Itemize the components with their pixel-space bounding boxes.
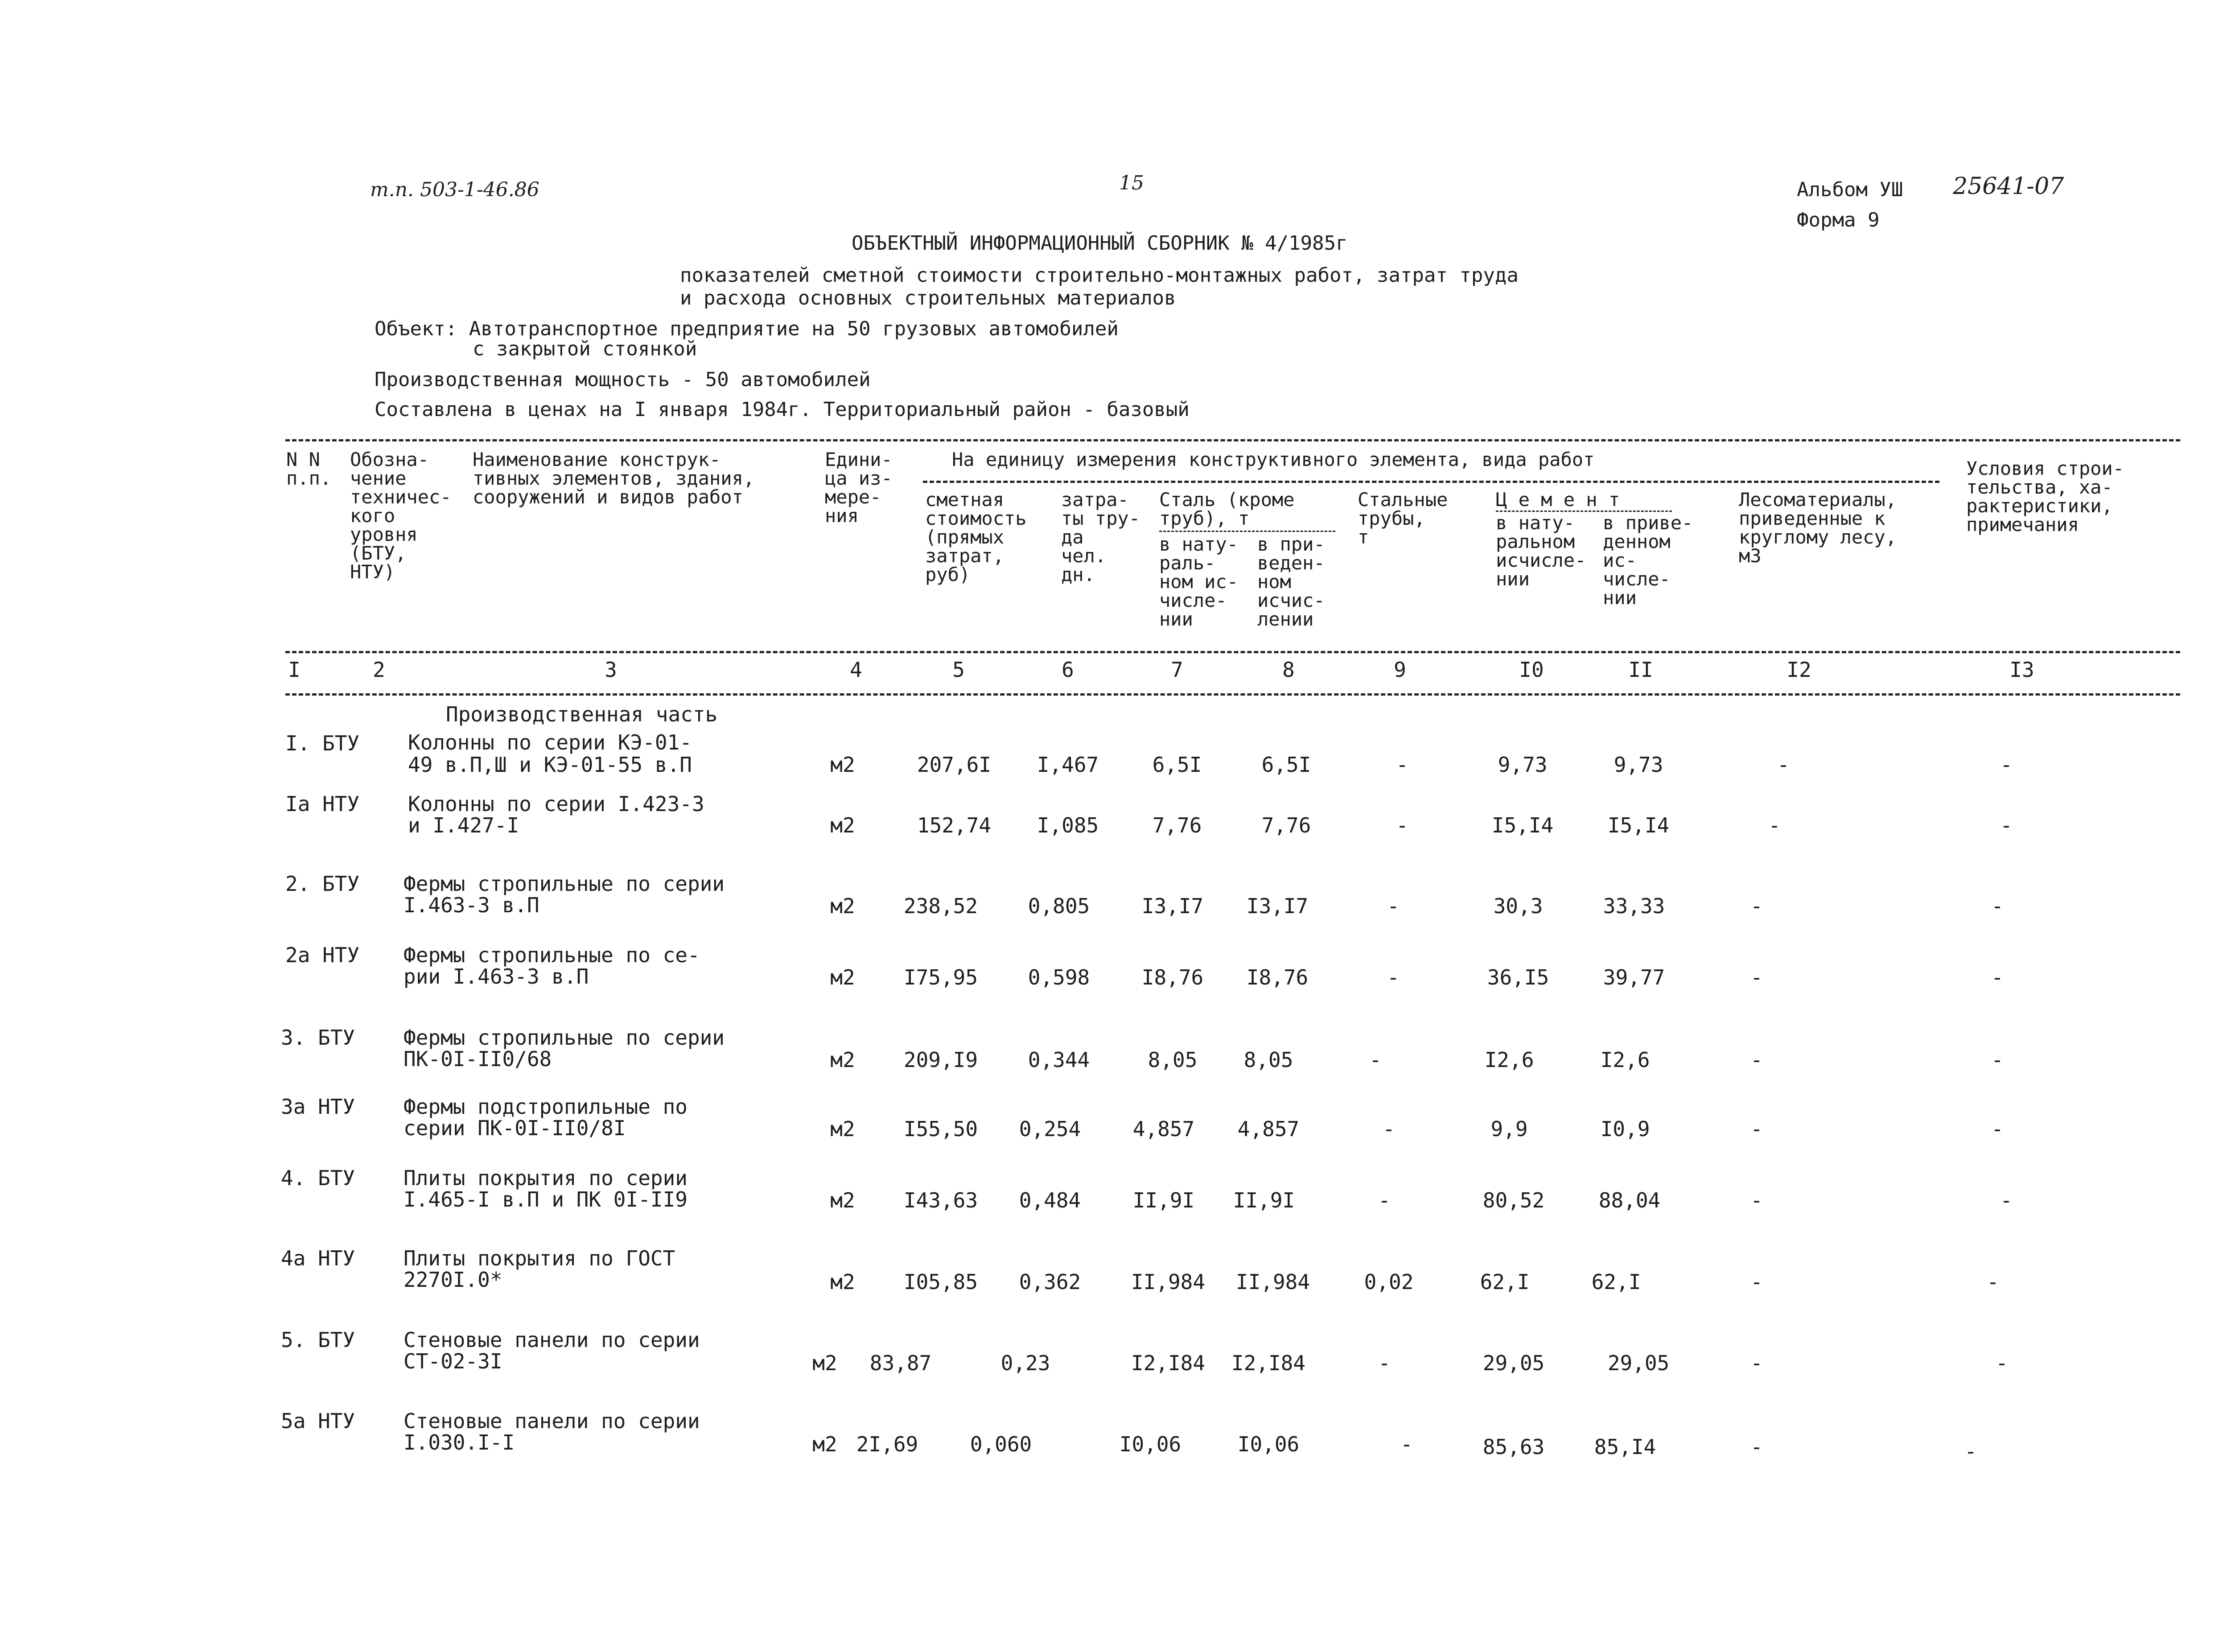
column-number: 4 [850, 658, 862, 682]
row-cement-natural: 62,I [1480, 1270, 1530, 1294]
row-code: 2а НТУ [285, 943, 360, 967]
capacity-line: Производственная мощность - 50 автомобилей [375, 368, 871, 391]
row-unit: м2 [830, 1117, 855, 1141]
row-name-line-1: Стеновые панели по серии [403, 1328, 700, 1352]
row-cement-reduced: 9,73 [1614, 753, 1663, 777]
header-cement-natural: в нату- ральном исчисле- нии [1496, 512, 1586, 590]
object-line-1: Объект: Автотранспортное предприятие на 50 грузовых автомобилей [375, 317, 1119, 340]
row-name-line-1: Колонны по серии КЭ-01- [408, 730, 692, 754]
row-unit: м2 [830, 753, 855, 777]
subtitle-line-2: и расхода основных строительных материалов [680, 287, 1176, 309]
column-number: 9 [1394, 658, 1406, 682]
subtitle-line-1: показателей сметной стоимости строительно-монтажных работ, затрат труда [680, 264, 1519, 287]
row-cost: I43,63 [903, 1188, 978, 1212]
header-notes: Условия строи- тельства, ха- рактеристики, примечания [1966, 457, 2124, 536]
row-notes: - [2000, 1188, 2013, 1212]
row-notes: - [1991, 894, 2004, 918]
row-name-line-1: Фермы стропильные по серии [403, 872, 725, 896]
row-code: 5. БТУ [281, 1328, 355, 1352]
row-name-line-2: 49 в.П,Ш и КЭ-01-55 в.П [408, 753, 692, 777]
column-number: I [288, 658, 301, 682]
row-labor: 0,060 [970, 1432, 1032, 1456]
row-unit: м2 [830, 1188, 855, 1212]
column-number: 8 [1282, 658, 1295, 682]
header-steel-rule [1159, 531, 1335, 532]
row-code: 5а НТУ [281, 1409, 355, 1433]
row-steel-natural: 8,05 [1148, 1048, 1198, 1072]
row-cement-natural: 85,63 [1482, 1435, 1545, 1459]
header-element-name: Наименование конструк- тивных элементов, здания, сооружений и видов работ [473, 449, 755, 508]
row-cement-natural: 9,9 [1490, 1117, 1528, 1141]
row-steel-natural: I2,I84 [1131, 1351, 1206, 1375]
row-cost: I05,85 [903, 1270, 978, 1294]
row-name-line-2: ПК-0I-II0/68 [403, 1047, 552, 1071]
row-cement-reduced: I0,9 [1600, 1117, 1650, 1141]
row-name-line-2: I.463-3 в.П [403, 893, 539, 917]
column-number: 7 [1171, 658, 1183, 682]
column-number: 2 [373, 658, 385, 682]
header-steel-natural: в нату- раль- ном ис- числе- нии [1159, 533, 1239, 630]
row-cement-reduced: 29,05 [1607, 1351, 1670, 1375]
row-steel-reduced: 4,857 [1237, 1117, 1300, 1141]
row-notes: - [1991, 1117, 2004, 1141]
row-cement-natural: 80,52 [1482, 1188, 1545, 1212]
row-labor: 0,362 [1019, 1270, 1081, 1294]
header-cement-reduced: в приве- денном ис- числе- нии [1603, 512, 1693, 609]
row-labor: 0,598 [1028, 965, 1090, 989]
row-unit: м2 [830, 813, 855, 837]
row-cement-natural: 29,05 [1482, 1351, 1545, 1375]
row-timber: - [1777, 753, 1790, 777]
row-unit: м2 [830, 1270, 855, 1294]
header-group-per-unit: На единицу измерения конструктивного элемента, вида работ [952, 449, 1595, 470]
row-name-line-1: Плиты покрытия по серии [403, 1166, 688, 1190]
row-cement-reduced: I5,I4 [1607, 813, 1670, 837]
row-name-line-2: серии ПК-0I-II0/8I [403, 1116, 626, 1140]
row-name-line-2: I.030.I-I [403, 1430, 515, 1454]
row-cement-reduced: I2,6 [1600, 1048, 1650, 1072]
row-cement-reduced: 39,77 [1603, 965, 1665, 989]
row-steel-reduced: 8,05 [1243, 1048, 1293, 1072]
header-cement: Ц е м е н т [1496, 489, 1620, 511]
row-cement-reduced: 33,33 [1603, 894, 1665, 918]
row-name-line-2: СТ-02-3I [403, 1349, 502, 1373]
row-name-line-1: Фермы подстропильные по [403, 1095, 688, 1119]
row-notes: - [2000, 753, 2013, 777]
row-steel-natural: 4,857 [1132, 1117, 1195, 1141]
row-unit: м2 [812, 1351, 837, 1375]
row-steel-pipes: - [1400, 1432, 1413, 1456]
header-row-number: N N п.п. [286, 449, 332, 489]
row-steel-pipes: - [1378, 1351, 1391, 1375]
row-name-line-2: I.465-I в.П и ПК 0I-II9 [403, 1187, 688, 1211]
row-code: I. БТУ [285, 731, 360, 755]
row-notes: - [1991, 1048, 2004, 1072]
row-steel-pipes: - [1383, 1117, 1395, 1141]
row-steel-pipes: - [1396, 813, 1408, 837]
row-unit: м2 [812, 1432, 837, 1456]
row-cement-natural: I5,I4 [1491, 813, 1554, 837]
column-number: I0 [1519, 658, 1544, 682]
row-cost: I55,50 [903, 1117, 978, 1141]
row-steel-reduced: II,9I [1233, 1188, 1295, 1212]
row-steel-pipes: - [1387, 894, 1400, 918]
section-title: Производственная часть [446, 702, 718, 726]
row-cement-natural: I2,6 [1484, 1048, 1534, 1072]
row-labor: 0,805 [1028, 894, 1090, 918]
row-cost: 2I,69 [856, 1432, 918, 1456]
row-name-line-1: Фермы стропильные по серии [403, 1026, 725, 1050]
prices-line: Составлена в ценах на I января 1984г. Территориальный район - базовый [375, 398, 1190, 421]
row-labor: 0,484 [1019, 1188, 1081, 1212]
column-number: I3 [2009, 658, 2034, 682]
row-steel-natural: II,984 [1131, 1270, 1206, 1294]
header-bottom-rule [285, 651, 2180, 653]
row-steel-reduced: II,984 [1235, 1270, 1310, 1294]
row-cost: 152,74 [917, 813, 992, 837]
row-name-line-1: Плиты покрытия по ГОСТ [403, 1246, 675, 1270]
row-steel-natural: 7,76 [1152, 813, 1202, 837]
row-cost: 83,87 [869, 1351, 932, 1375]
row-name-line-2: и I.427-I [408, 813, 519, 837]
row-code: 4а НТУ [281, 1246, 355, 1270]
row-steel-reduced: I3,I7 [1246, 894, 1309, 918]
header-timber: Лесоматериалы, приведенные к круглому лесу, м3 [1739, 489, 1897, 567]
row-name-line-2: 2270I.0* [403, 1268, 502, 1292]
row-steel-natural: I0,06 [1119, 1432, 1182, 1456]
page-number: 15 [1119, 172, 1144, 194]
row-cement-natural: 30,3 [1493, 894, 1543, 918]
header-top-rule [285, 439, 2180, 441]
row-cost: 207,6I [917, 753, 992, 777]
numbers-bottom-rule [285, 693, 2180, 696]
row-name-line-1: Стеновые панели по серии [403, 1409, 700, 1433]
row-steel-pipes: - [1369, 1048, 1382, 1072]
row-labor: I,467 [1037, 753, 1099, 777]
column-number: 6 [1062, 658, 1074, 682]
header-labor: затра- ты тру- да чел. дн. [1061, 489, 1140, 585]
header-steel-reduced: в при- веден- ном исчис- лении [1257, 533, 1325, 630]
row-labor: 0,23 [1000, 1351, 1050, 1375]
row-code: Iа НТУ [285, 792, 360, 816]
document-title: ОБЪЕКТНЫЙ ИНФОРМАЦИОННЫЙ СБОРНИК № 4/1985г [852, 232, 1348, 255]
row-name-line-1: Фермы стропильные по се- [403, 943, 700, 967]
row-steel-reduced: I2,I84 [1231, 1351, 1306, 1375]
album-label: Альбом УШ [1797, 178, 1903, 201]
row-steel-reduced: I0,06 [1237, 1432, 1300, 1456]
row-steel-natural: 6,5I [1152, 753, 1202, 777]
project-code: т.п. 503-1-46.86 [370, 178, 539, 201]
form-label: Форма 9 [1797, 209, 1880, 231]
row-cement-natural: 36,I5 [1487, 965, 1549, 989]
row-cement-natural: 9,73 [1498, 753, 1548, 777]
row-code: 3а НТУ [281, 1095, 355, 1119]
row-notes: - [1991, 965, 2004, 989]
row-labor: 0,344 [1028, 1048, 1090, 1072]
row-timber: - [1750, 1048, 1763, 1072]
row-steel-pipes: - [1387, 965, 1400, 989]
row-timber: - [1750, 965, 1763, 989]
header-estimated-cost: сметная стоимость (прямых затрат, руб) [925, 489, 1027, 585]
row-cost: I75,95 [903, 965, 978, 989]
column-number: 5 [952, 658, 965, 682]
column-number: 3 [605, 658, 617, 682]
row-steel-pipes: 0,02 [1364, 1270, 1414, 1294]
row-notes: - [1987, 1270, 1999, 1294]
row-name-line-1: Колонны по серии I.423-3 [408, 792, 704, 816]
row-steel-natural: I8,76 [1141, 965, 1204, 989]
row-cement-reduced: 85,I4 [1594, 1435, 1656, 1459]
row-cement-reduced: 88,04 [1598, 1188, 1661, 1212]
row-notes: - [1964, 1439, 1977, 1463]
header-unit: Едини- ца из- мере- ния [825, 449, 893, 527]
row-timber: - [1750, 1435, 1763, 1459]
row-steel-pipes: - [1378, 1188, 1391, 1212]
album-code: 25641-07 [1953, 173, 2064, 200]
header-steel: Сталь (кроме труб), т [1159, 489, 1295, 529]
row-steel-reduced: 6,5I [1261, 753, 1311, 777]
row-steel-natural: I3,I7 [1141, 894, 1204, 918]
row-labor: I,085 [1037, 813, 1099, 837]
row-code: 3. БТУ [281, 1026, 355, 1050]
row-name-line-2: рии I.463-3 в.П [403, 964, 589, 989]
row-cost: 209,I9 [903, 1048, 978, 1072]
row-code: 4. БТУ [281, 1166, 355, 1190]
row-timber: - [1768, 813, 1781, 837]
row-timber: - [1750, 1270, 1763, 1294]
row-steel-natural: II,9I [1132, 1188, 1195, 1212]
row-notes: - [2000, 813, 2013, 837]
row-timber: - [1750, 1117, 1763, 1141]
row-timber: - [1750, 1351, 1763, 1375]
row-unit: м2 [830, 1048, 855, 1072]
row-labor: 0,254 [1019, 1117, 1081, 1141]
row-code: 2. БТУ [285, 872, 360, 896]
row-notes: - [1996, 1351, 2008, 1375]
header-group-rule [923, 481, 1939, 483]
row-timber: - [1750, 894, 1763, 918]
header-tech-level: Обозна- чение техничес- кого уровня (БТУ, НТУ) [350, 449, 452, 583]
row-timber: - [1750, 1188, 1763, 1212]
row-unit: м2 [830, 965, 855, 989]
header-steel-pipes: Стальные трубы, т [1358, 489, 1448, 548]
row-cement-reduced: 62,I [1591, 1270, 1641, 1294]
column-number: I2 [1787, 658, 1811, 682]
row-steel-reduced: I8,76 [1246, 965, 1309, 989]
row-steel-pipes: - [1396, 753, 1408, 777]
column-number: II [1628, 658, 1653, 682]
row-unit: м2 [830, 894, 855, 918]
object-line-2: с закрытой стоянкой [473, 338, 697, 360]
row-cost: 238,52 [903, 894, 978, 918]
row-steel-reduced: 7,76 [1261, 813, 1311, 837]
